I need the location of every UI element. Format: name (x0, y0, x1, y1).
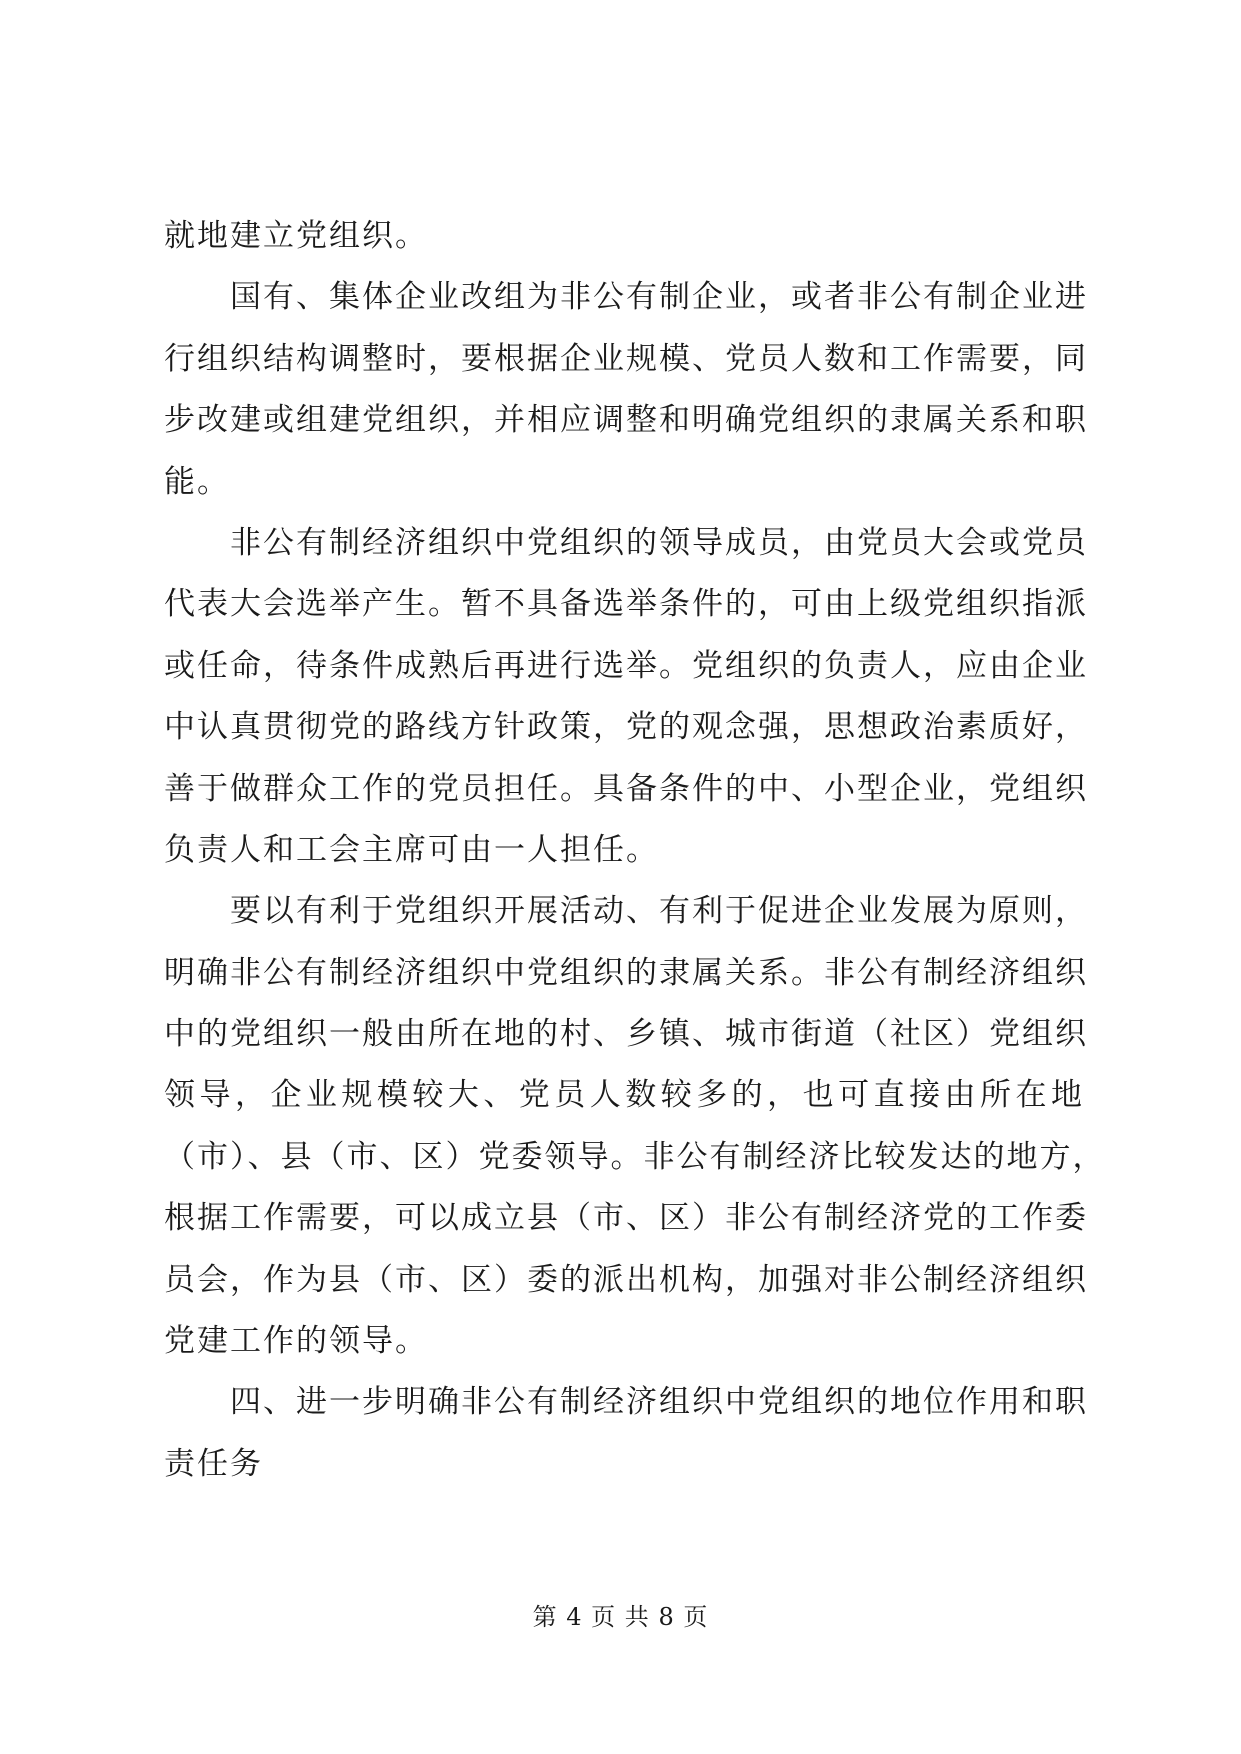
text-line: 员会，作为县（市、区）委的派出机构，加强对非公制经济组织 (164, 1261, 1088, 1298)
text-line: 党建工作的领导。 (164, 1323, 428, 1360)
text-line: 或任命，待条件成熟后再进行选举。党组织的负责人，应由企业 (164, 647, 1088, 684)
text-line: 能。 (164, 463, 230, 500)
text-line: 四、进一步明确非公有制经济组织中党组织的地位作用和职 (230, 1384, 1088, 1421)
text-line: 代表大会选举产生。暂不具备选举条件的，可由上级党组织指派 (164, 586, 1088, 623)
page-number-footer: 第 4 页 共 8 页 (532, 1603, 709, 1631)
text-line: 国有、集体企业改组为非公有制企业，或者非公有制企业进 (230, 279, 1088, 316)
text-line: 明确非公有制经济组织中党组织的隶属关系。非公有制经济组织 (164, 954, 1088, 991)
text-line: （市）、县（市、区）党委领导。非公有制经济比较发达的地方， (164, 1138, 1106, 1175)
text-line: 领导，企业规模较大、党员人数较多的，也可直接由所在地 (164, 1077, 1084, 1114)
text-line: 中认真贯彻党的路线方针政策，党的观念强，思想政治素质好， (164, 709, 1088, 746)
text-line: 根据工作需要，可以成立县（市、区）非公有制经济党的工作委 (164, 1200, 1088, 1237)
text-line: 中的党组织一般由所在地的村、乡镇、城市街道（社区）党组织 (164, 1016, 1088, 1053)
text-line: 非公有制经济组织中党组织的领导成员，由党员大会或党员 (230, 524, 1088, 561)
text-line: 负责人和工会主席可由一人担任。 (164, 831, 659, 868)
text-line: 要以有利于党组织开展活动、有利于促进企业发展为原则， (230, 893, 1088, 930)
document-body (164, 206, 1106, 1495)
text-line: 就地建立党组织。 (164, 218, 428, 254)
text-line: 步改建或组建党组织，并相应调整和明确党组织的隶属关系和职 (164, 402, 1088, 439)
text-line: 行组织结构调整时，要根据企业规模、党员人数和工作需要，同 (164, 340, 1088, 377)
text-line: 责任务 (164, 1445, 263, 1482)
text-line: 善于做群众工作的党员担任。具备条件的中、小型企业，党组织 (164, 770, 1088, 807)
